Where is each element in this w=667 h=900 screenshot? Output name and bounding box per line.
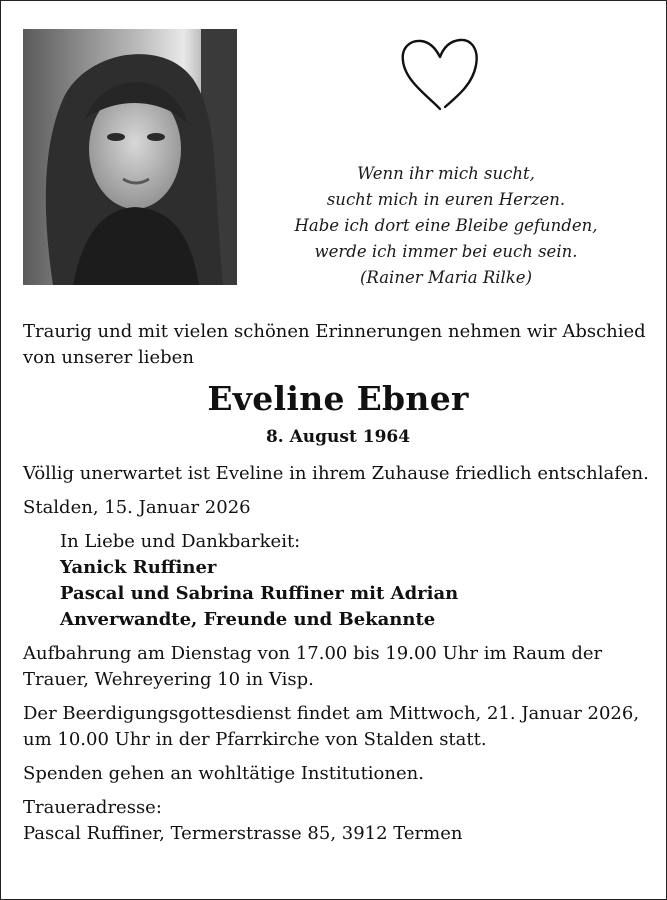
address-label: Traueradresse: <box>23 797 162 818</box>
mourner-name: Yanick Ruffiner <box>60 557 217 578</box>
poem-line: Wenn ihr mich sucht, <box>357 164 535 183</box>
poem-line: Habe ich dort eine Bleibe gefunden, <box>294 216 598 235</box>
mourner-name: Anverwandte, Freunde und Bekannte <box>60 609 436 630</box>
mourner-name: Pascal und Sabrina Ruffiner mit Adrian <box>60 583 459 604</box>
poem-line: sucht mich in euren Herzen. <box>326 190 566 209</box>
place-date: Stalden, 15. Januar 2026 <box>23 497 251 518</box>
deceased-name: Eveline Ebner <box>207 379 469 418</box>
portrait-image <box>23 29 237 285</box>
poem <box>256 161 636 291</box>
heart-icon <box>399 37 481 113</box>
address-value: Pascal Ruffiner, Termerstrasse 85, 3912 Termen <box>23 823 463 844</box>
birth-date: 8. August 1964 <box>265 427 411 447</box>
notice-body <box>23 319 653 847</box>
wake-info: Aufbahrung am Dienstag von 17.00 bis 19.00 Uhr im Raum der Trauer, Wehreyering 10 in Visp. <box>23 643 603 690</box>
death-notice: Völlig unerwartet ist Eveline in ihrem Zuhause friedlich entschlafen. <box>23 463 649 484</box>
poem-line: werde ich immer bei euch sein. <box>314 242 578 261</box>
intro-text: Traurig und mit vielen schönen Erinnerungen nehmen wir Abschied von unserer lieben <box>23 321 646 368</box>
funeral-info: Der Beerdigungsgottesdienst findet am Mittwoch, 21. Januar 2026, um 10.00 Uhr in der Pfarrkirche von Stalden statt. <box>23 703 640 750</box>
mourning-address <box>23 795 653 847</box>
poem-author: (Rainer Maria Rilke) <box>359 268 533 287</box>
mourners-heading: In Liebe und Dankbarkeit: <box>60 531 301 552</box>
donations-info: Spenden gehen an wohltätige Institutionen. <box>23 763 424 784</box>
portrait-photo <box>23 29 237 285</box>
mourners-block <box>23 529 653 633</box>
